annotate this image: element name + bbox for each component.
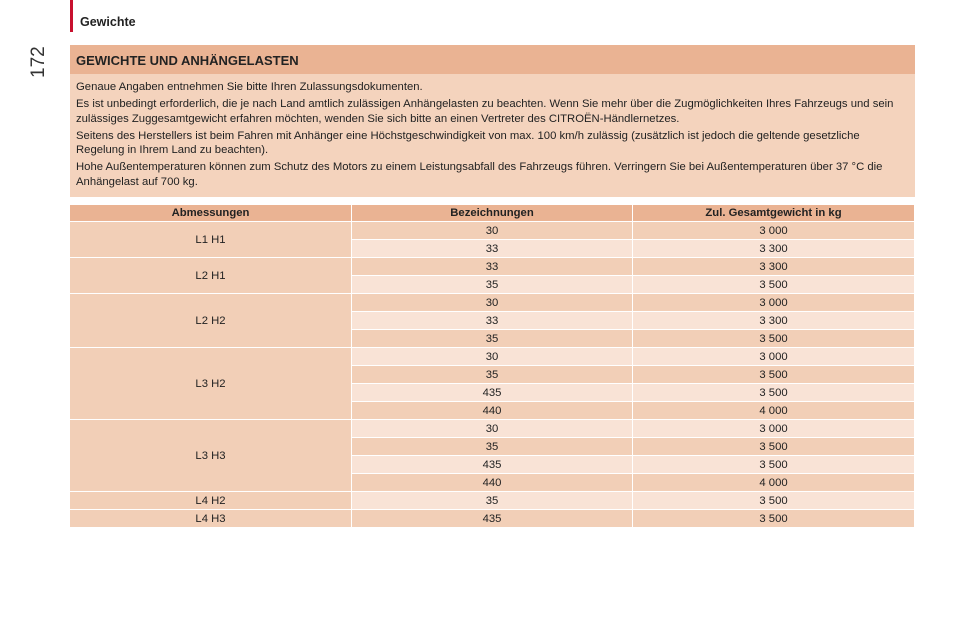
dimension-cell: L4 H2	[70, 492, 351, 509]
info-paragraph-speed-limit: Seitens des Herstellers ist beim Fahren mit Anhänger eine Höchstgeschwindigkeit von max. 100 km/h zulässig (zusätzlich ist jedoch die geltende gesetzliche Regelung in Ihrem Land zu beachten).	[76, 129, 860, 156]
gross-weight-cell: 3 300	[633, 312, 914, 329]
info-box	[70, 45, 915, 197]
gross-weight-cell: 3 500	[633, 510, 914, 527]
designation-cell: 440	[352, 474, 632, 491]
gross-weight-cell: 3 500	[633, 276, 914, 293]
table-row	[70, 492, 914, 509]
gross-weight-cell: 3 500	[633, 330, 914, 347]
gross-weight-cell: 3 500	[633, 366, 914, 383]
designation-cell: 33	[352, 258, 632, 275]
table-header-row	[70, 205, 914, 221]
designation-cell: 35	[352, 330, 632, 347]
section-accent-bar	[70, 0, 73, 32]
dimension-cell: L4 H3	[70, 510, 351, 527]
gross-weight-cell: 4 000	[633, 474, 914, 491]
column-header-designations: Bezeichnungen	[352, 205, 632, 221]
gross-weight-cell: 3 300	[633, 240, 914, 257]
info-paragraph-temperature: Hohe Außentemperaturen können zum Schutz des Motors zu einem Leistungsabfall des Fahrzeugs führen. Verringern Sie bei Außentemperaturen über 37 °C die Anhängelast auf 700 kg.	[76, 161, 883, 188]
dimension-cell: L2 H1	[70, 258, 351, 293]
gross-weight-cell: 3 000	[633, 348, 914, 365]
designation-cell: 35	[352, 366, 632, 383]
designation-cell: 435	[352, 456, 632, 473]
table-row	[70, 294, 914, 311]
dimension-cell: L3 H2	[70, 348, 351, 419]
designation-cell: 435	[352, 510, 632, 527]
designation-cell: 440	[352, 402, 632, 419]
designation-cell: 35	[352, 276, 632, 293]
weights-table	[69, 204, 915, 528]
gross-weight-cell: 3 500	[633, 384, 914, 401]
gross-weight-cell: 3 500	[633, 492, 914, 509]
table-row	[70, 420, 914, 437]
info-paragraph-documents: Genaue Angaben entnehmen Sie bitte Ihren Zulassungsdokumenten.	[76, 81, 423, 93]
gross-weight-cell: 3 500	[633, 456, 914, 473]
gross-weight-cell: 3 300	[633, 258, 914, 275]
designation-cell: 30	[352, 222, 632, 239]
gross-weight-cell: 3 000	[633, 294, 914, 311]
gross-weight-cell: 3 500	[633, 438, 914, 455]
weights-table-body	[70, 222, 914, 527]
gross-weight-cell: 4 000	[633, 402, 914, 419]
designation-cell: 30	[352, 294, 632, 311]
designation-cell: 35	[352, 492, 632, 509]
dimension-cell: L2 H2	[70, 294, 351, 347]
info-box-body	[70, 74, 915, 189]
table-row	[70, 510, 914, 527]
column-header-dimensions: Abmessungen	[70, 205, 351, 221]
gross-weight-cell: 3 000	[633, 222, 914, 239]
dimension-cell: L1 H1	[70, 222, 351, 257]
designation-cell: 30	[352, 420, 632, 437]
table-row	[70, 258, 914, 275]
section-label: Gewichte	[80, 15, 136, 29]
gross-weight-cell: 3 000	[633, 420, 914, 437]
designation-cell: 33	[352, 240, 632, 257]
info-box-title: GEWICHTE UND ANHÄNGELASTEN	[70, 45, 915, 74]
designation-cell: 435	[352, 384, 632, 401]
page-number: 172	[28, 46, 49, 78]
column-header-gross-weight: Zul. Gesamtgewicht in kg	[633, 205, 914, 221]
table-row	[70, 222, 914, 239]
designation-cell: 30	[352, 348, 632, 365]
designation-cell: 35	[352, 438, 632, 455]
table-row	[70, 348, 914, 365]
info-paragraph-towing-loads: Es ist unbedingt erforderlich, die je nach Land amtlich zulässigen Anhängelasten zu beachten. Wenn Sie mehr über die Zugmöglichkeiten Ihres Fahrzeugs und sein zulässiges Zuggesamtgewicht erfahren möchten, wenden Sie sich bitte an einen Vertreter des CITROËN-Händlernetzes.	[76, 98, 894, 125]
designation-cell: 33	[352, 312, 632, 329]
dimension-cell: L3 H3	[70, 420, 351, 491]
